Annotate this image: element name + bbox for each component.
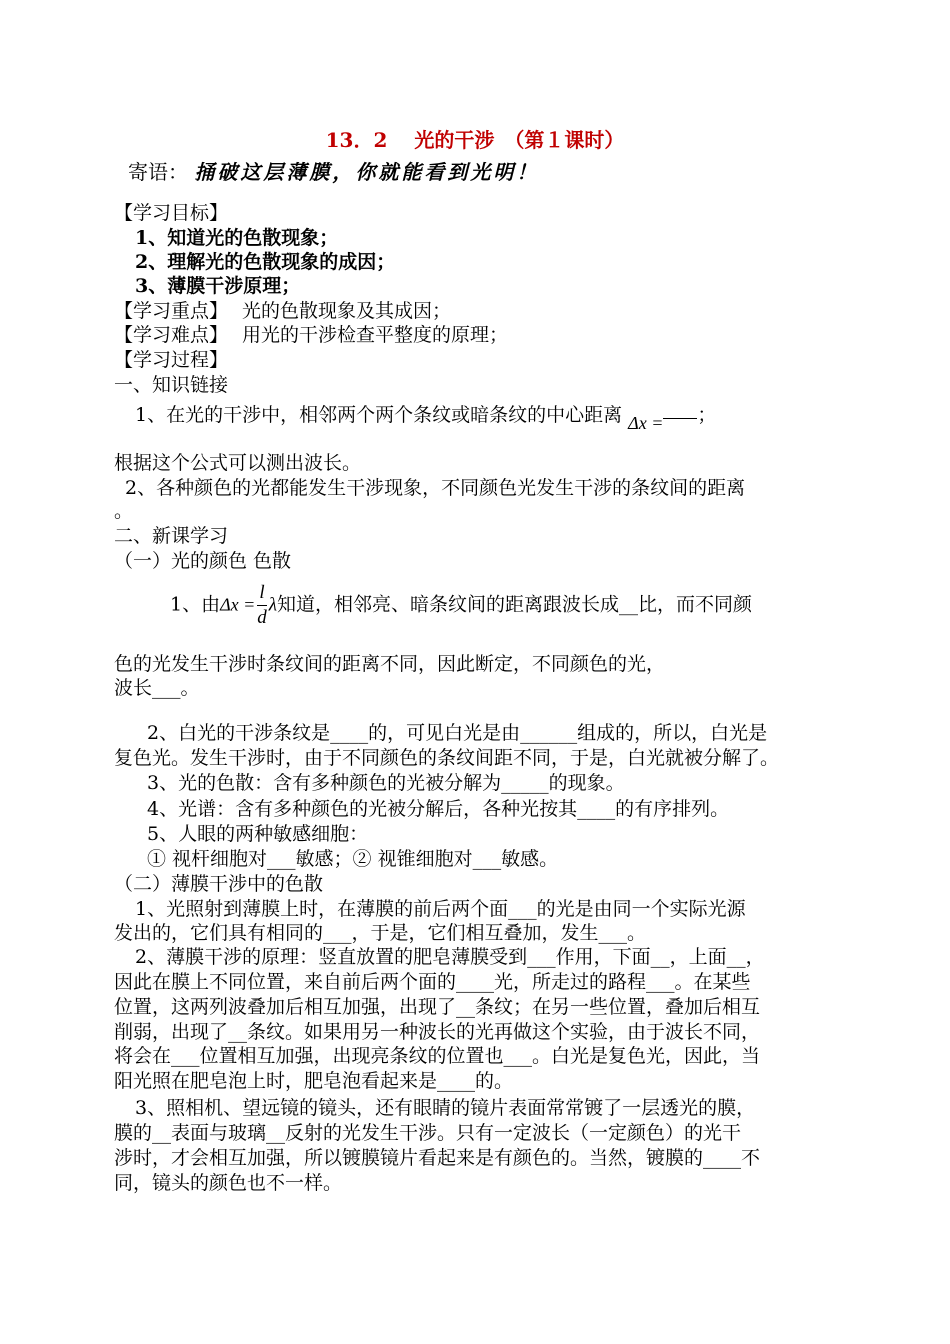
link-item-2: 2、各种颜色的光都能发生干涉现象，不同颜色光发生干涉的条纹间的距离 — [125, 477, 746, 499]
film-item-3-line: 膜的__表面与玻璃__反射的光发生干涉。只有一定波长（一定颜色）的光干 — [114, 1122, 742, 1144]
new-item-5: 5、人眼的两种敏感细胞： — [147, 823, 369, 845]
new-item-1-line2: 色的光发生干涉时条纹间的距离不同，因此断定，不同颜色的光， — [114, 653, 666, 675]
new-item-1-line3: 波长___。 — [114, 677, 200, 699]
difficulty-label: 【学习难点】 — [114, 324, 229, 346]
process-heading: 【学习过程】 — [114, 349, 229, 371]
link-item-1 — [135, 403, 717, 433]
film-item-3-line: 涉时，才会相互加强，所以镀膜镜片看起来是有颜色的。当然，镀膜的____不 — [114, 1147, 761, 1169]
delta-x-formula: Δx = — [628, 413, 664, 433]
new-item-2-line2: 复色光。发生干涉时，由于不同颜色的条纹间距不同，于是，白光就被分解了。 — [114, 747, 780, 769]
film-item-2-line: 阳光照在肥皂泡上时，肥皂泡看起来是____的。 — [114, 1070, 514, 1092]
motto-label: 寄语： — [128, 160, 188, 184]
link-item-2-end: 。 — [114, 500, 134, 522]
link-item-1-cont: 根据这个公式可以测出波长。 — [114, 452, 362, 474]
subsection-1-heading: （一）光的颜色 色散 — [114, 550, 292, 572]
new-item-3: 3、光的色散：含有多种颜色的光被分解为_____的现象。 — [147, 772, 625, 794]
objective-item: 2、理解光的色散现象的成因； — [135, 251, 396, 273]
formula-left: Δx = — [220, 594, 256, 615]
film-item-3: 3、照相机、望远镜的镜头，还有眼睛的镜片表面常常镀了一层透光的膜， — [135, 1097, 756, 1119]
section1-heading: 一、知识链接 — [114, 374, 229, 396]
difficulty-text: 用光的干涉检查平整度的原理； — [242, 324, 509, 346]
objective-item: 3、薄膜干涉原理； — [135, 275, 301, 297]
fraction-denominator: d — [257, 607, 267, 628]
film-item-1-line2: 发出的，它们具有相同的___，于是，它们相互叠加，发生___。 — [114, 922, 647, 944]
film-item-2-line: 因此在膜上不同位置，来自前后两个面的____光，所走过的路程___。在某些 — [114, 971, 751, 993]
new-item-4: 4、光谱：含有多种颜色的光被分解后，各种光按其____的有序排列。 — [147, 798, 730, 820]
film-item-3-line: 同，镜头的颜色也不一样。 — [114, 1172, 343, 1194]
link-item-1-text: 1、在光的干涉中，相邻两个两个条纹或暗条纹的中心距离 — [135, 404, 623, 426]
link-item-1-end: ； — [697, 404, 717, 426]
new-item-5-sub: ① 视杆细胞对___敏感；② 视锥细胞对___敏感。 — [147, 848, 559, 870]
answer-blank — [663, 402, 697, 419]
objective-item: 1、知道光的色散现象； — [135, 227, 339, 249]
key-point — [114, 299, 451, 323]
new-item-1-text: 知道，相邻亮、暗条纹间的距离跟波长成__比，而不同颜 — [277, 593, 753, 616]
page-title: 13．2 光的干涉 （第１课时） — [325, 128, 625, 152]
film-item-1: 1、光照射到薄膜上时，在薄膜的前后两个面___的光是由同一个实际光源 — [135, 898, 746, 920]
subsection-2-heading: （二）薄膜干涉中的色散 — [114, 873, 324, 895]
difficulty — [114, 323, 508, 347]
new-item-2: 2、白光的干涉条纹是____的，可见白光是由______组成的，所以，白光是 — [147, 722, 768, 744]
new-item-1 — [170, 581, 752, 630]
motto — [128, 158, 539, 186]
motto-text: 捅破这层薄膜，你就能看到光明！ — [194, 160, 540, 184]
new-item-1-prefix: 1、由 — [170, 593, 221, 616]
section2-heading: 二、新课学习 — [114, 525, 229, 547]
lambda-symbol: λ — [268, 594, 278, 616]
film-item-2-line: 将会在___位置相互加强，出现亮条纹的位置也___。白光是复色光，因此，当 — [114, 1045, 761, 1067]
fraction — [257, 581, 267, 630]
film-item-2-line: 位置，这两列波叠加后相互加强，出现了__条纹；在另一些位置，叠加后相互 — [114, 996, 761, 1018]
fraction-numerator: l — [257, 581, 267, 606]
key-point-label: 【学习重点】 — [114, 300, 229, 322]
key-point-text: 光的色散现象及其成因； — [242, 300, 452, 322]
film-item-2-line: 削弱，出现了__条纹。如果用另一种波长的光再做这个实验，由于波长不同， — [114, 1021, 761, 1043]
objectives-heading: 【学习目标】 — [114, 202, 229, 224]
film-item-2: 2、薄膜干涉的原理：竖直放置的肥皂薄膜受到___作用，下面__，上面__， — [135, 946, 765, 968]
